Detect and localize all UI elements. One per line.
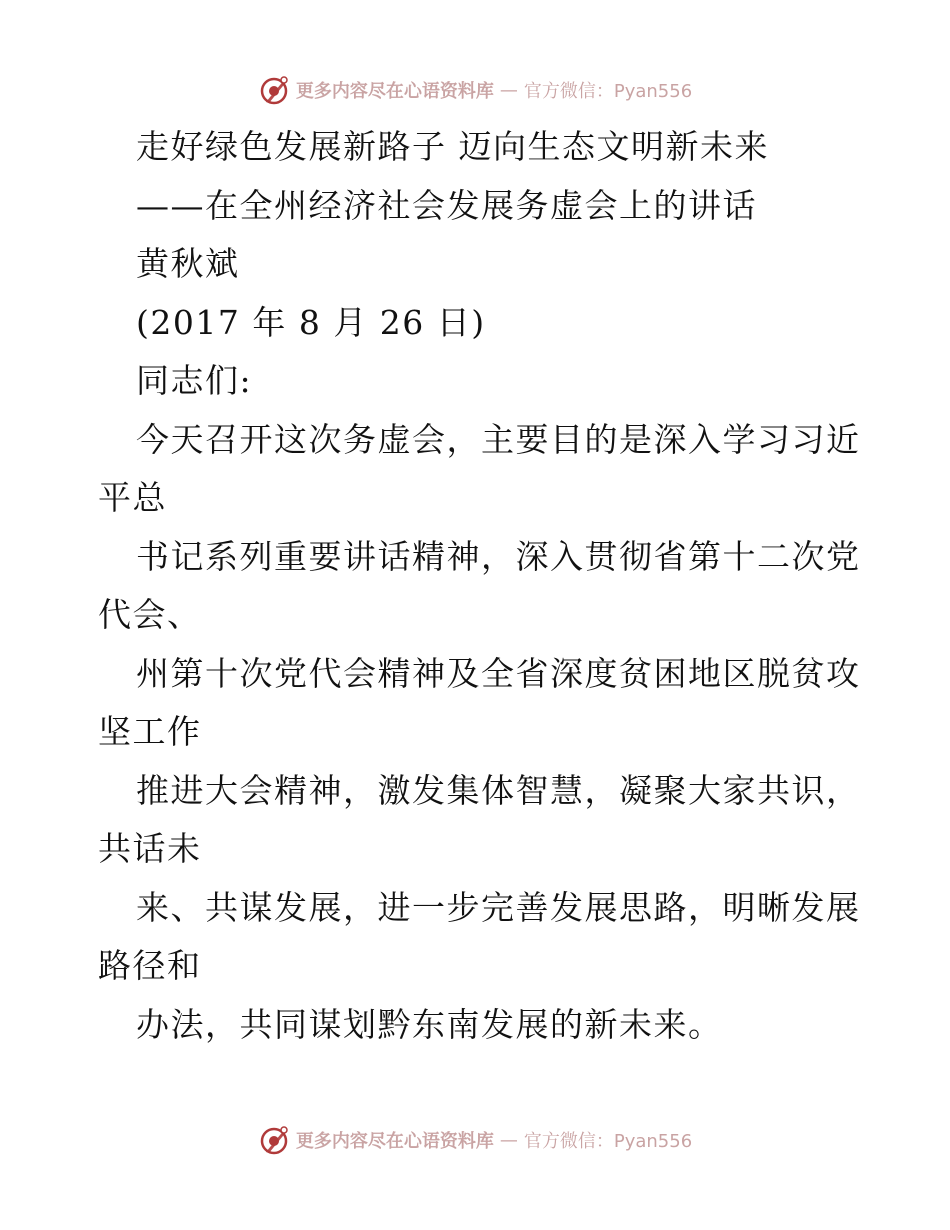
body-line: 共话未 (98, 829, 202, 868)
body-line: 平总 (98, 478, 167, 517)
watermark-dash: — (499, 79, 518, 101)
document-salutation: 同志们: (136, 361, 253, 400)
quill-logo-icon (258, 1124, 290, 1156)
document-title: 走好绿色发展新路子 迈向生态文明新未来 (136, 127, 769, 166)
header-watermark (0, 70, 950, 110)
watermark-group (258, 74, 692, 106)
watermark-official: 官方微信：Pyan556 (523, 1131, 693, 1152)
document-body (98, 118, 878, 1054)
quill-logo-icon (258, 74, 290, 106)
body-line: 今天召开这次务虚会，主要目的是深入学习习近 (136, 419, 861, 459)
body-line: 办法，共同谋划黔东南发展的新未来。 (136, 1004, 723, 1044)
body-line: 书记系列重要讲话精神，深入贯彻省第十二次党 (136, 536, 861, 576)
watermark-brand: 更多内容尽在心语资料库 (295, 1131, 494, 1152)
body-line: 路径和 (98, 946, 202, 985)
body-line: 州第十次党代会精神及全省深度贫困地区脱贫攻 (136, 653, 861, 693)
watermark-dash: — (499, 1129, 518, 1151)
body-line: 坚工作 (98, 712, 202, 751)
body-line: 推进大会精神，激发集体智慧，凝聚大家共识， (136, 770, 861, 810)
body-line: 代会、 (98, 595, 202, 634)
watermark-official: 官方微信：Pyan556 (523, 81, 693, 102)
footer-watermark (0, 1120, 950, 1160)
body-line: 来、共谋发展，进一步完善发展思路，明晰发展 (136, 887, 861, 927)
document-author: 黄秋斌 (136, 244, 240, 283)
watermark-brand: 更多内容尽在心语资料库 (295, 81, 494, 102)
watermark-group (258, 1124, 692, 1156)
document-date: (2017 年 8 月 26 日) (136, 302, 486, 342)
document-subtitle: ——在全州经济社会发展务虚会上的讲话 (136, 185, 757, 225)
